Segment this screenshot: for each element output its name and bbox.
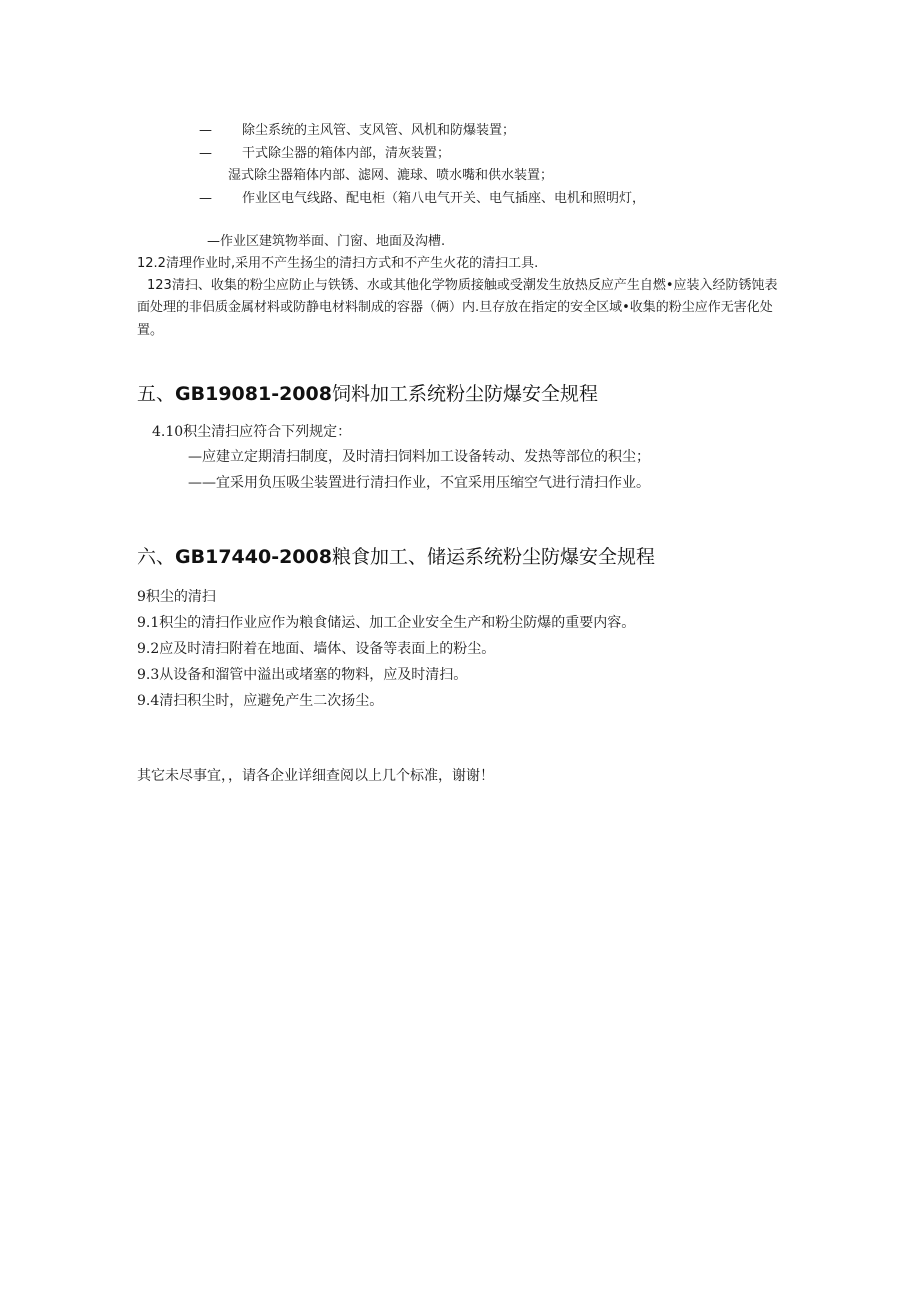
- section-heading-5: [137, 382, 598, 406]
- paragraph-12-3-line: 123清扫、收集的粉尘应防止与铁锈、水或其他化学物质接触或受潮发生放热反应产生自燃•应装入经防锈饨表: [147, 278, 778, 293]
- paragraph-12-3-line: 置。: [137, 323, 164, 338]
- clause-rule: ——宜采用负压吸尘装置进行清扫作业，不宜采用压缩空气进行清扫作业。: [188, 475, 650, 491]
- paragraph-12-2: 12.2清理作业时,采用不产生扬尘的清扫方式和不产生火花的清扫工具.: [137, 256, 539, 271]
- section-title: 粮食加工、储运系统粉尘防爆安全规程: [331, 546, 655, 568]
- clause-item: 9.4清扫积尘时，应避免产生二次扬尘。: [137, 693, 384, 709]
- clause-item: 9积尘的清扫: [137, 589, 216, 605]
- list-item: 除尘系统的主风管、支风管、风机和防爆装置；: [242, 123, 516, 138]
- section-prefix: 六、: [137, 546, 176, 568]
- clause-rule: —应建立定期清扫制度，及时清扫饲料加工设备转动、发热等部位的积尘；: [188, 449, 650, 465]
- list-item: 作业区电气线路、配电柜（箱八电气开关、电气插座、电机和照明灯，: [242, 191, 646, 206]
- list-dash: —: [199, 191, 212, 206]
- closing-note: 其它未尽事宜，，请各企业详细查阅以上几个标准，谢谢！: [137, 768, 494, 784]
- list-item: 干式除尘器的箱体内部，清灰装置；: [242, 146, 451, 161]
- standard-code: GB19081-2008: [175, 383, 332, 405]
- list-item: —作业区建筑物举面、门窗、地面及沟槽.: [207, 234, 446, 249]
- paragraph-12-3-line: 面处理的非侣质金属材料或防静电材料制成的容器（俩）内.旦存放在指定的安全区域•收集的粉尘应作无害化处: [137, 300, 773, 315]
- list-dash: —: [199, 146, 212, 161]
- clause-item: 9.1积尘的清扫作业应作为粮食储运、加工企业安全生产和粉尘防爆的重要内容。: [137, 615, 636, 631]
- standard-code: GB17440-2008: [175, 546, 332, 568]
- clause-item: 9.2应及时清扫附着在地面、墙体、设备等表面上的粉尘。: [137, 641, 496, 657]
- section-heading-6: [137, 545, 655, 569]
- list-dash: —: [199, 123, 212, 138]
- clause-item: 9.3从设备和溜管中溢出或堵塞的物料，应及时清扫。: [137, 667, 468, 683]
- section-title: 饲料加工系统粉尘防爆安全规程: [331, 383, 598, 405]
- section-prefix: 五、: [137, 383, 176, 405]
- clause-intro: 4.10积尘清扫应符合下列规定：: [152, 424, 352, 440]
- list-item: 湿式除尘器箱体内部、滤网、漉球、喷水嘴和供水装置；: [228, 168, 554, 183]
